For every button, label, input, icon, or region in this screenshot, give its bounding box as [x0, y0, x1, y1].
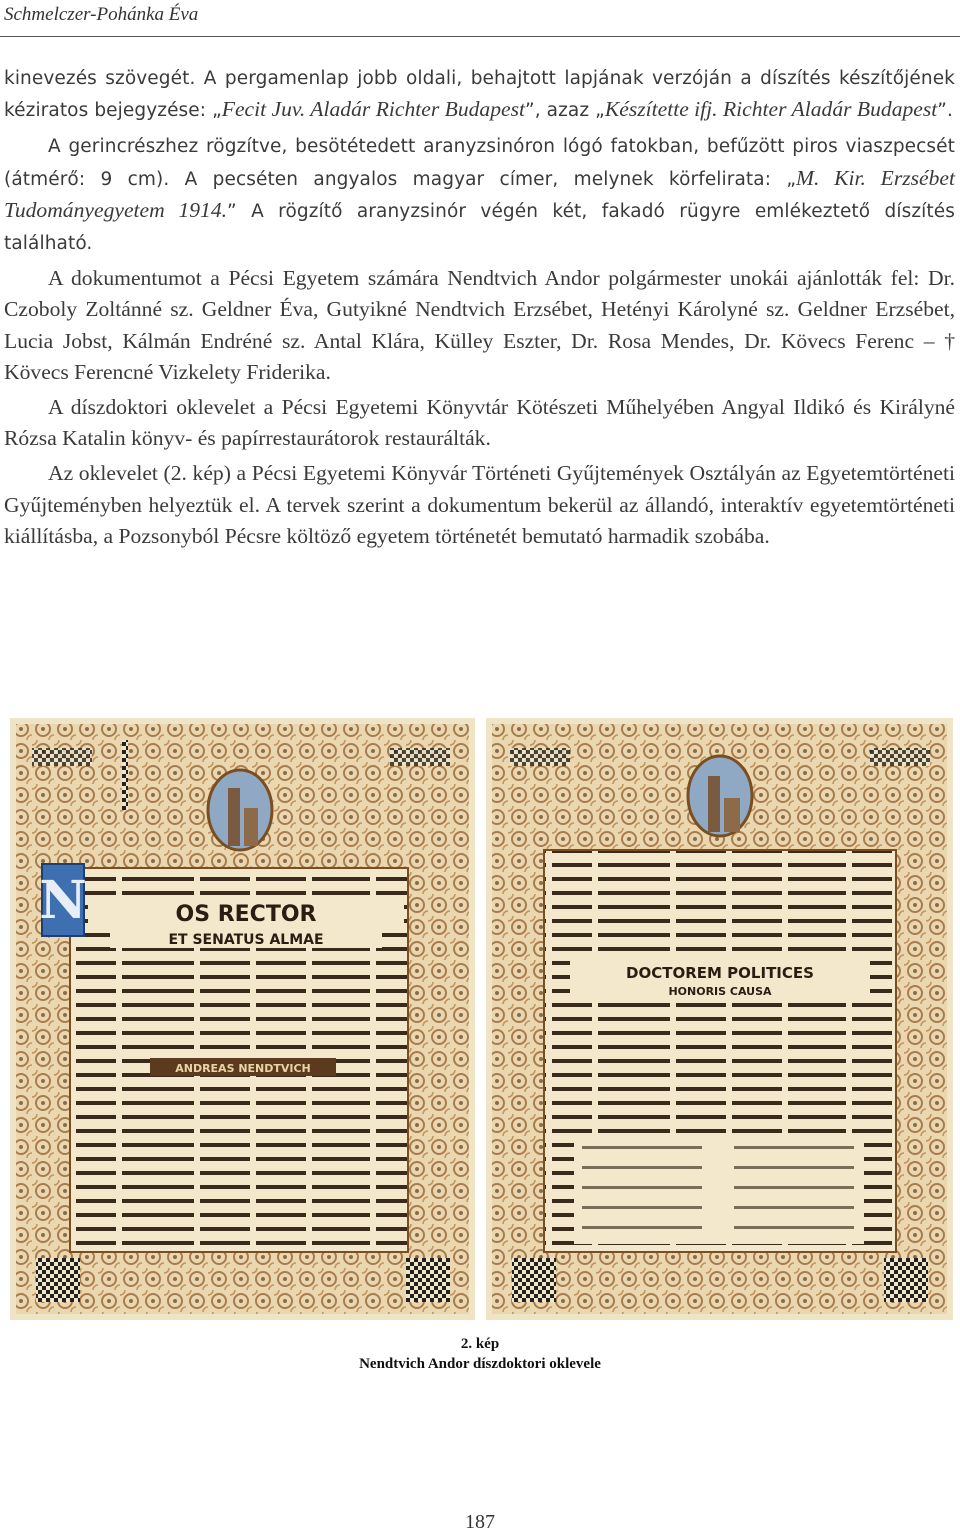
diploma-left-illustration — [10, 718, 475, 1320]
running-header-author: Schmelczer-Pohánka Éva — [4, 4, 199, 25]
figure-label: 2. kép — [460, 1336, 500, 1352]
paragraph-2: A gerincrészhez rögzítve, besötétedett aranyzsinóron lógó fatokban, befűzött piros viaszpecsét (átmérő: 9 cm). A pecséten angyalos magyar címer, melynek körfelirata: „M. Kir. Erzsébet Tudományegyetem 1914.” A rögzítő aranyzsinór végén két, fakadó rügyre emlékeztető díszítés található. — [4, 136, 956, 255]
figure-title: Nendtvich Andor díszdoktori oklevele — [359, 1356, 601, 1372]
right-heading-1: DOCTOREM POLITICES — [626, 964, 814, 982]
header-rule — [0, 36, 960, 37]
right-heading-2: HONORIS CAUSA — [668, 985, 772, 998]
left-heading-2: ET SENATUS ALMAE — [168, 932, 324, 948]
diploma-right-page-image — [486, 718, 953, 1320]
paragraph-5: Az oklevelet (2. kép) a Pécsi Egyetemi Könyvár Történeti Gyűjtemények Osztályán az Egyetemtörténeti Gyűjteményben helyeztük el. A tervek szerint a dokumentum bekerül az állandó, interaktív egyetemtörténeti kiállításba, a Pozsonyból Pécsre költöző egyetem történetét bemutató harmadik szobába. — [4, 461, 955, 548]
initial-letter: N — [39, 870, 87, 931]
paragraph-3: A dokumentumot a Pécsi Egyetem számára Nendtvich Andor polgármester unokái ajánlották fel: Dr. Czoboly Zoltánné sz. Geldner Éva, Gutyikné Nendtvich Erzsébet, Hetényi Károlyné sz. Geldner Erzsébet, Lucia Jobst, Kálmán Endréné sz. Antal Klára, Külley Eszter, Dr. Rosa Mendes, Dr. Kövecs Ferenc – † Kövecs Ferencné Vizkelety Friderika. — [4, 266, 955, 384]
diploma-right-illustration — [486, 718, 953, 1320]
page-number: 187 — [465, 1511, 495, 1533]
article-body — [4, 62, 955, 552]
left-name-banner: ANDREAS NENDTVICH — [175, 1062, 311, 1075]
paragraph-1: kinevezés szövegét. A pergamenlap jobb oldali, behajtott lapjának verzóján a díszítés készítőjének kéziratos bejegyzése: „Fecit Juv. Aladár Richter Budapest”, azaz „Készítette ifj. Richter Aladár Budapest”. — [4, 68, 955, 122]
figure-caption — [0, 1334, 960, 1374]
left-heading-1: OS RECTOR — [175, 902, 317, 927]
diploma-left-page-image — [10, 718, 475, 1320]
paragraph-4: A díszdoktori oklevelet a Pécsi Egyetemi Könyvtár Kötészeti Műhelyében Angyal Ildikó és Királyné Rózsa Katalin könyv- és papírrestaurátorok restaurálták. — [4, 395, 955, 451]
